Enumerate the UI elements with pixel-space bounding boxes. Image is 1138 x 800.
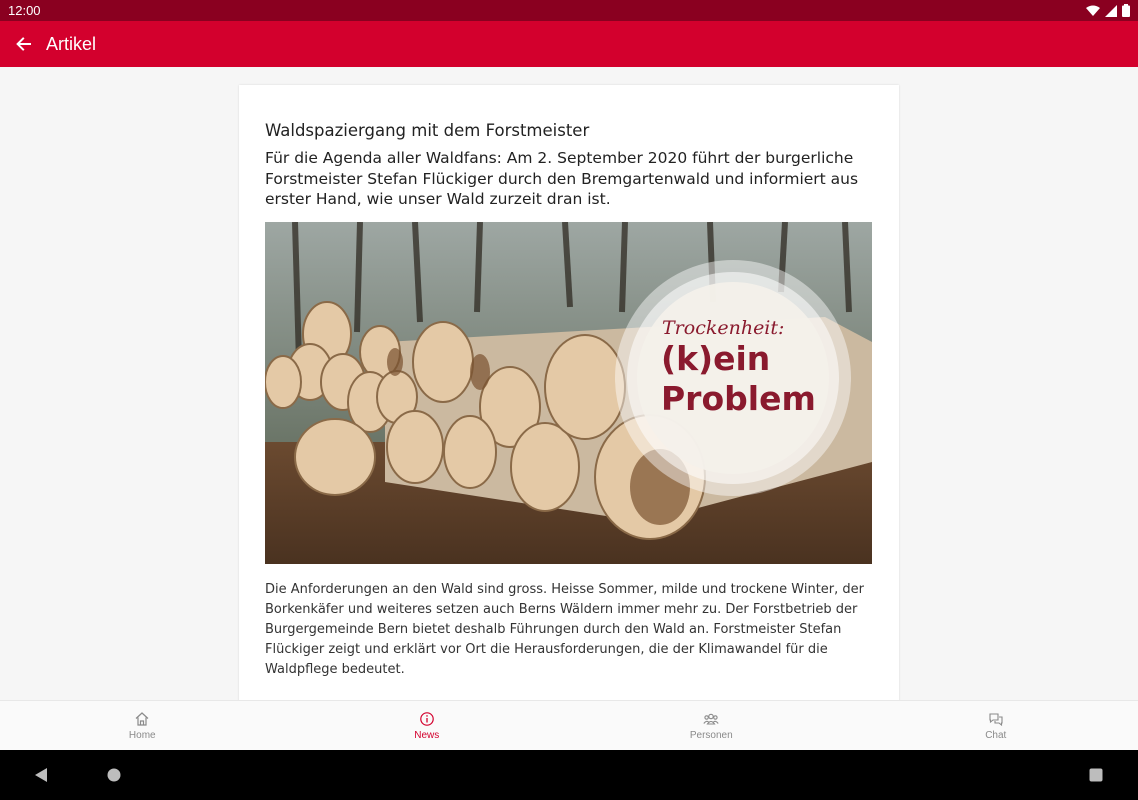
back-triangle-icon[interactable] — [34, 768, 48, 782]
article-lead: Für die Agenda aller Waldfans: Am 2. September 2020 führt der burgerliche Forstmeister Stefan Flückiger durch den Bremgartenwald und informiert aus erster Hand, wie unser Wald zurzeit dran ist. — [265, 149, 859, 208]
image-overlay-line1: Trockenheit: — [662, 316, 785, 339]
bottom-tab-bar — [0, 700, 1138, 750]
signal-icon — [1105, 5, 1117, 17]
home-icon — [134, 711, 150, 727]
tab-news[interactable] — [285, 701, 570, 750]
tab-home[interactable] — [0, 701, 285, 750]
forest-logs-image — [265, 222, 872, 564]
article-title: Waldspaziergang mit dem Forstmeister — [265, 121, 590, 140]
arrow-left-icon[interactable] — [14, 34, 34, 54]
info-icon — [419, 711, 435, 727]
wifi-icon — [1086, 5, 1100, 17]
image-overlay-line3: Problem — [661, 378, 816, 418]
image-overlay-line2: (k)ein — [661, 338, 771, 378]
tab-label: News — [414, 729, 440, 741]
tab-chat[interactable] — [854, 701, 1138, 750]
battery-icon — [1122, 4, 1130, 17]
tab-label: Personen — [689, 729, 733, 741]
article-card — [239, 85, 899, 700]
tab-label: Home — [128, 729, 156, 741]
system-nav-bar — [0, 750, 1138, 800]
article-image — [265, 222, 872, 564]
app-bar — [0, 21, 1138, 67]
tab-label: Chat — [985, 729, 1007, 741]
chat-icon — [988, 711, 1004, 727]
article-body: Die Anforderungen an den Wald sind gross. Heisse Sommer, milde und trockene Winter, der Borkenkäfer und weiteres setzen auch Berns Wäldern immer mehr zu. Der Forstbetrieb der Burgergemeinde Bern bietet deshalb Führungen durch den Wald an. Forstmeister Stefan Flückiger zeigt und erklärt vor Ort die Herausforderungen, die der Klimawandel für die Waldpflege bedeutet. — [265, 581, 864, 677]
status-time: 12:00 — [8, 3, 41, 18]
recents-square-icon[interactable] — [1089, 768, 1103, 782]
status-icons — [1086, 4, 1130, 17]
tab-personen[interactable] — [569, 701, 854, 750]
page-title: Artikel — [46, 33, 97, 54]
people-icon — [703, 711, 719, 727]
article-scroll-area[interactable] — [0, 67, 1138, 700]
status-bar — [0, 0, 1138, 21]
home-circle-icon[interactable] — [107, 768, 121, 782]
